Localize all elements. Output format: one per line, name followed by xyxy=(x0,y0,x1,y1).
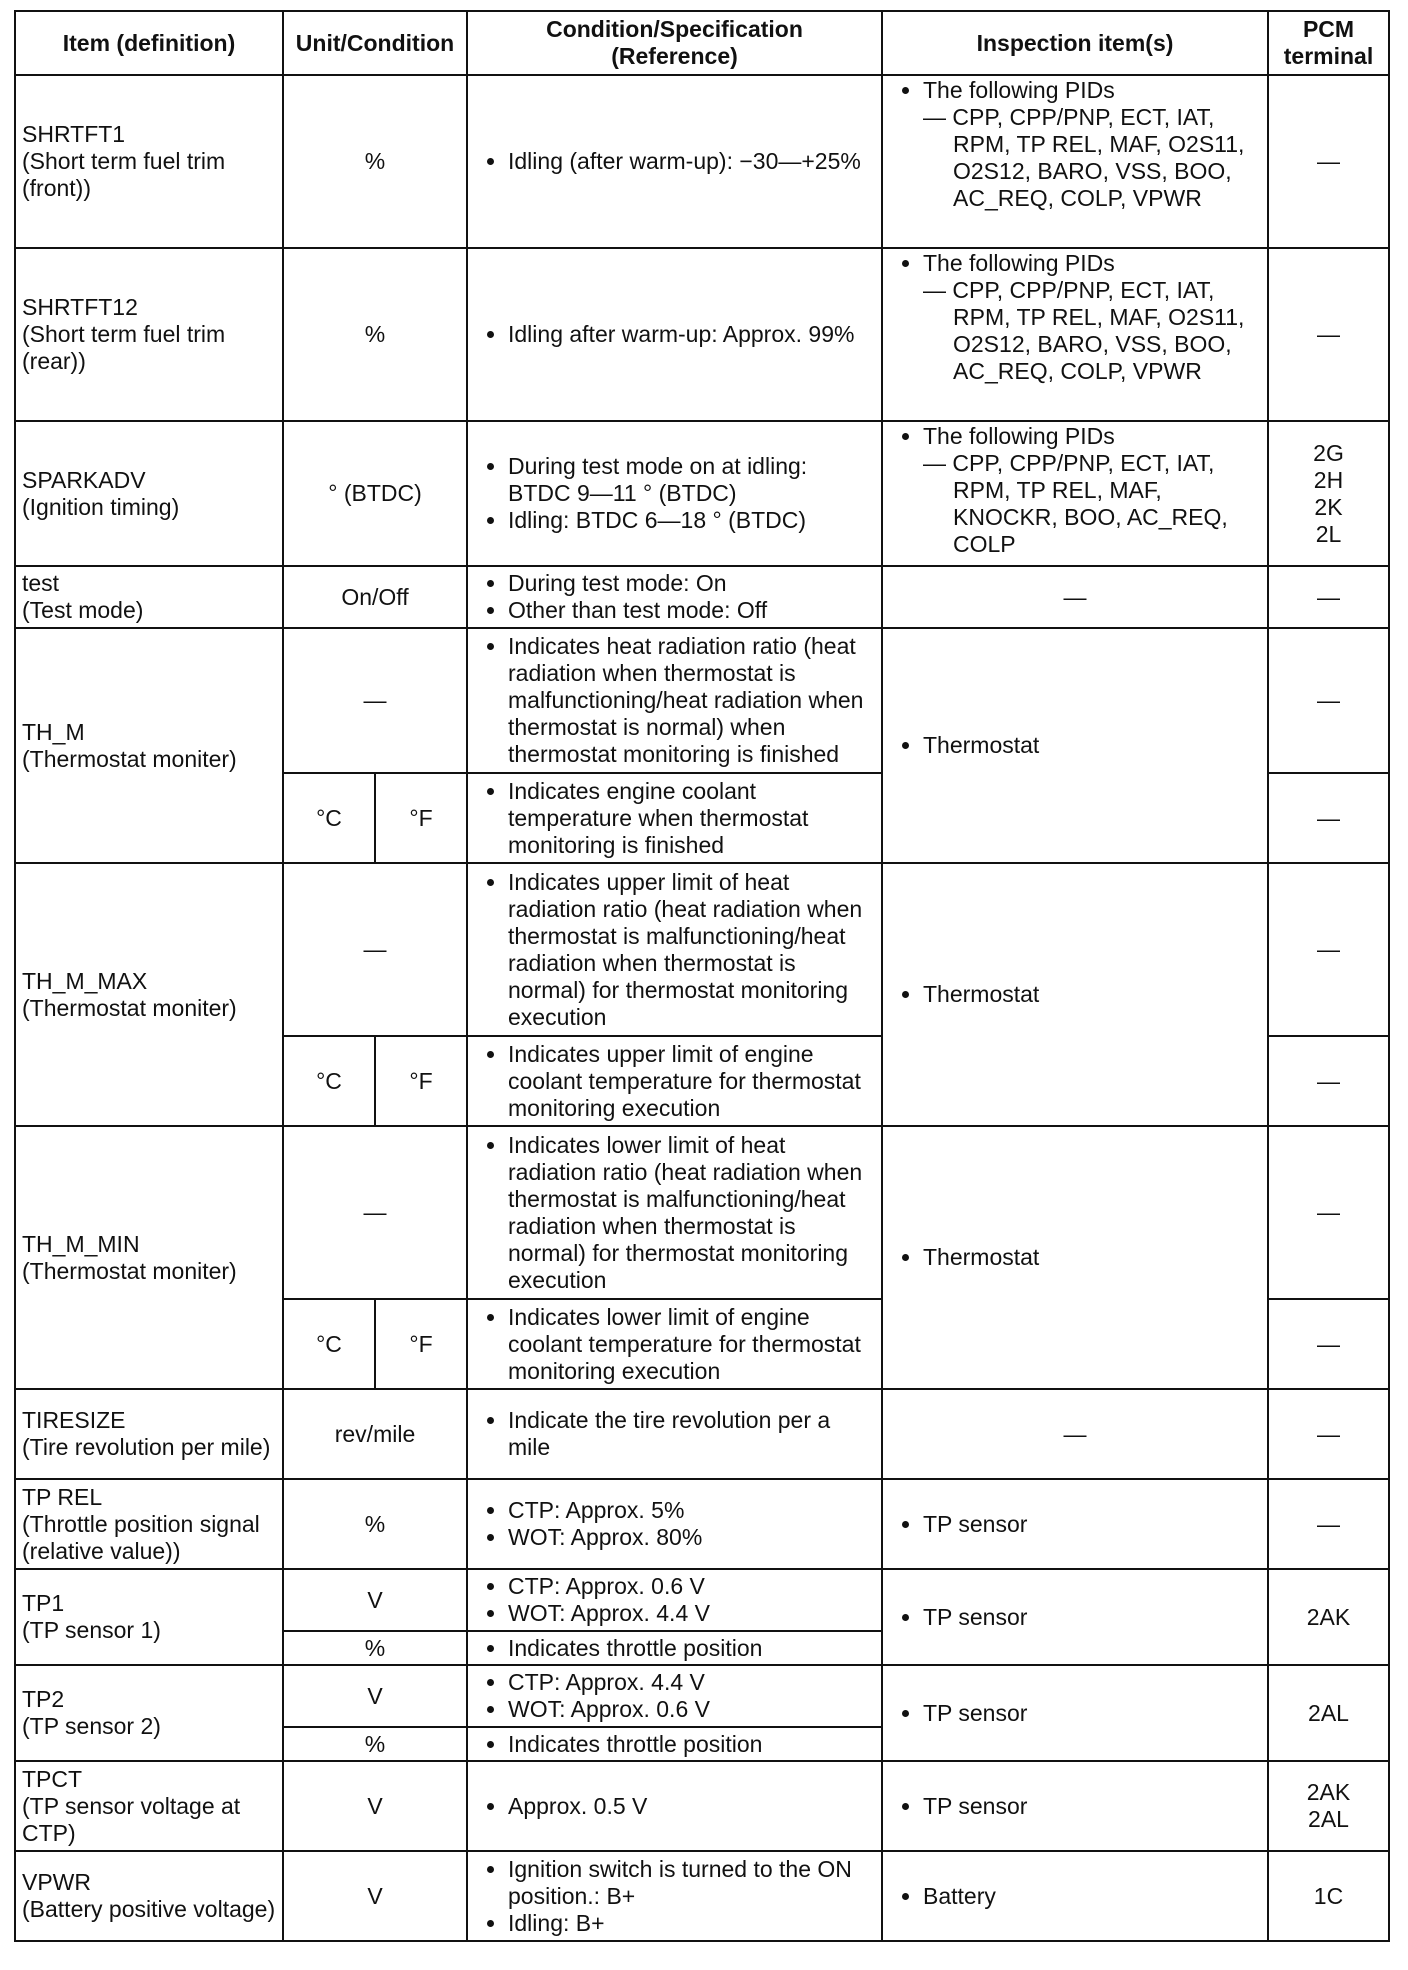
condition-cell: • Indicates heat radiation ratio (heat radiation when thermostat is malfunctioning/heat radiation when thermostat is normal) when thermostat monitoring is finished xyxy=(467,628,882,773)
unit-cell: On/Off xyxy=(283,566,467,628)
unit-cell: rev/mile xyxy=(283,1389,467,1479)
unit-cell: % xyxy=(283,248,467,421)
condition-cell: • Idling after warm-up: Approx. 99% xyxy=(467,248,882,421)
inspection-cell: • The following PIDs — CPP, CPP/PNP, ECT, IAT, RPM, TP REL, MAF, O2S11, O2S12, BARO, VSS, BOO, AC_REQ, COLP, VPWR xyxy=(882,75,1268,248)
unit-celsius-cell: °C xyxy=(283,1299,375,1389)
unit-cell: V xyxy=(283,1665,467,1727)
unit-celsius-cell: °C xyxy=(283,1036,375,1126)
inspection-cell: — xyxy=(882,566,1268,628)
unit-cell: V xyxy=(283,1569,467,1631)
inspection-cell: • Battery xyxy=(882,1851,1268,1941)
item-cell: TH_M (Thermostat moniter) xyxy=(15,628,283,863)
condition-cell: • Indicates lower limit of engine coolant temperature for thermostat monitoring execution xyxy=(467,1299,882,1389)
condition-cell: • Ignition switch is turned to the ON position.: B+ • Idling: B+ xyxy=(467,1851,882,1941)
condition-cell: • CTP: Approx. 5% • WOT: Approx. 80% xyxy=(467,1479,882,1569)
item-cell: TPCT (TP sensor voltage at CTP) xyxy=(15,1761,283,1851)
inspection-cell: • The following PIDs — CPP, CPP/PNP, ECT, IAT, RPM, TP REL, MAF, KNOCKR, BOO, AC_REQ, COLP xyxy=(882,421,1268,566)
pcm-cell: 2AL xyxy=(1268,1665,1389,1761)
pcm-cell: — xyxy=(1268,1389,1389,1479)
condition-cell: • CTP: Approx. 4.4 V • WOT: Approx. 0.6 V xyxy=(467,1665,882,1727)
unit-celsius-cell: °C xyxy=(283,773,375,863)
unit-cell: % xyxy=(283,1727,467,1761)
table-row xyxy=(15,1851,1389,1941)
pcm-cell: 2G 2H 2K 2L xyxy=(1268,421,1389,566)
inspection-cell: • TP sensor xyxy=(882,1761,1268,1851)
inspection-cell: • TP sensor xyxy=(882,1479,1268,1569)
table-row xyxy=(15,421,1389,566)
condition-cell: • During test mode on at idling: BTDC 9—11 ° (BTDC) • Idling: BTDC 6—18 ° (BTDC) xyxy=(467,421,882,566)
pcm-cell: — xyxy=(1268,1299,1389,1389)
header-inspection: Inspection item(s) xyxy=(882,11,1268,75)
table-row xyxy=(15,566,1389,628)
unit-cell: — xyxy=(283,863,467,1036)
pcm-cell: — xyxy=(1268,75,1389,248)
condition-cell: • Indicates throttle position xyxy=(467,1631,882,1665)
inspection-cell: • Thermostat xyxy=(882,863,1268,1126)
condition-cell: • Indicates engine coolant temperature when thermostat monitoring is finished xyxy=(467,773,882,863)
inspection-cell: • Thermostat xyxy=(882,1126,1268,1389)
item-cell: TH_M_MAX (Thermostat moniter) xyxy=(15,863,283,1126)
item-cell: VPWR (Battery positive voltage) xyxy=(15,1851,283,1941)
condition-cell: • Indicates upper limit of heat radiation ratio (heat radiation when thermostat is malfunctioning/heat radiation when thermostat is normal) for thermostat monitoring execution xyxy=(467,863,882,1036)
header-condition: Condition/Specification (Reference) xyxy=(467,11,882,75)
table-row xyxy=(15,628,1389,773)
pcm-cell: 2AK xyxy=(1268,1569,1389,1665)
condition-cell: • Indicates throttle position xyxy=(467,1727,882,1761)
item-cell: test (Test mode) xyxy=(15,566,283,628)
table-row xyxy=(15,1761,1389,1851)
unit-cell: % xyxy=(283,1631,467,1665)
unit-cell: % xyxy=(283,75,467,248)
table-row xyxy=(15,863,1389,1036)
unit-fahrenheit-cell: °F xyxy=(375,1036,467,1126)
item-cell: TIRESIZE (Tire revolution per mile) xyxy=(15,1389,283,1479)
unit-fahrenheit-cell: °F xyxy=(375,1299,467,1389)
table-row xyxy=(15,75,1389,248)
item-cell: TP1 (TP sensor 1) xyxy=(15,1569,283,1665)
pcm-cell: 2AK 2AL xyxy=(1268,1761,1389,1851)
pcm-cell: — xyxy=(1268,628,1389,773)
pcm-cell: — xyxy=(1268,773,1389,863)
condition-cell: • CTP: Approx. 0.6 V • WOT: Approx. 4.4 V xyxy=(467,1569,882,1631)
pcm-cell: 1C xyxy=(1268,1851,1389,1941)
condition-cell: • Indicates upper limit of engine coolant temperature for thermostat monitoring execution xyxy=(467,1036,882,1126)
unit-cell: — xyxy=(283,628,467,773)
unit-cell: % xyxy=(283,1479,467,1569)
table-row xyxy=(15,1479,1389,1569)
table-row xyxy=(15,1389,1389,1479)
item-cell: SHRTFT12 (Short term fuel trim (rear)) xyxy=(15,248,283,421)
inspection-cell: — xyxy=(882,1389,1268,1479)
condition-cell: • Indicates lower limit of heat radiation ratio (heat radiation when thermostat is malfunctioning/heat radiation when thermostat is normal) for thermostat monitoring execution xyxy=(467,1126,882,1299)
unit-cell: V xyxy=(283,1851,467,1941)
unit-cell: ° (BTDC) xyxy=(283,421,467,566)
pid-spec-table xyxy=(14,10,1390,1942)
header-item: Item (definition) xyxy=(15,11,283,75)
header-unit: Unit/Condition xyxy=(283,11,467,75)
pcm-cell: — xyxy=(1268,863,1389,1036)
table-row xyxy=(15,248,1389,421)
table-row xyxy=(15,1126,1389,1299)
pcm-cell: — xyxy=(1268,1126,1389,1299)
condition-cell: • Indicate the tire revolution per a mile xyxy=(467,1389,882,1479)
inspection-cell: • The following PIDs — CPP, CPP/PNP, ECT, IAT, RPM, TP REL, MAF, O2S11, O2S12, BARO, VSS, BOO, AC_REQ, COLP, VPWR xyxy=(882,248,1268,421)
pcm-cell: — xyxy=(1268,248,1389,421)
item-cell: SPARKADV (Ignition timing) xyxy=(15,421,283,566)
condition-cell: • During test mode: On • Other than test mode: Off xyxy=(467,566,882,628)
inspection-cell: • TP sensor xyxy=(882,1665,1268,1761)
inspection-cell: • TP sensor xyxy=(882,1569,1268,1665)
pcm-cell: — xyxy=(1268,566,1389,628)
table-row xyxy=(15,1569,1389,1631)
inspection-cell: • Thermostat xyxy=(882,628,1268,863)
condition-cell: • Idling (after warm-up): −30—+25% xyxy=(467,75,882,248)
table-row xyxy=(15,1665,1389,1727)
item-cell: TP REL (Throttle position signal (relative value)) xyxy=(15,1479,283,1569)
item-cell: SHRTFT1 (Short term fuel trim (front)) xyxy=(15,75,283,248)
item-cell: TP2 (TP sensor 2) xyxy=(15,1665,283,1761)
pcm-cell: — xyxy=(1268,1036,1389,1126)
item-cell: TH_M_MIN (Thermostat moniter) xyxy=(15,1126,283,1389)
pcm-cell: — xyxy=(1268,1479,1389,1569)
unit-cell: V xyxy=(283,1761,467,1851)
header-pcm: PCM terminal xyxy=(1268,11,1389,75)
header-row xyxy=(15,11,1389,75)
unit-cell: — xyxy=(283,1126,467,1299)
condition-cell: • Approx. 0.5 V xyxy=(467,1761,882,1851)
unit-fahrenheit-cell: °F xyxy=(375,773,467,863)
